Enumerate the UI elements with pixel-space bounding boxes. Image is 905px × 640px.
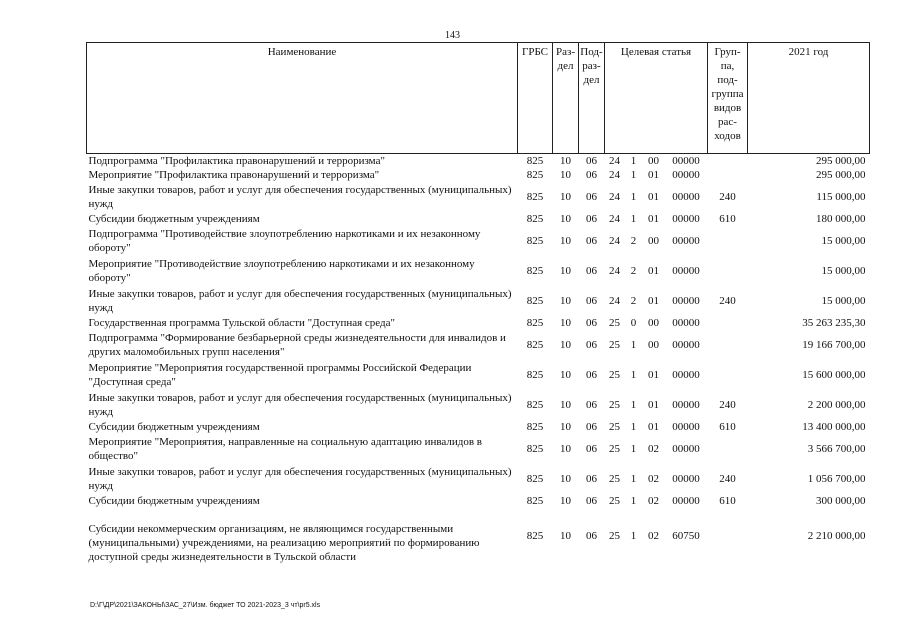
row-target-direction: 00000: [672, 369, 700, 381]
header-podrazdel: Под- раз- дел: [579, 43, 605, 154]
row-target-subprogram: 1: [630, 155, 637, 167]
row-razdel: 10: [560, 169, 571, 181]
row-name: Подпрограмма "Профилактика правонарушений и терроризма": [88, 155, 385, 167]
table-row: [87, 330, 870, 360]
row-grbs: 825: [526, 213, 544, 225]
row-amount: 300 000,00: [816, 495, 866, 507]
row-target-direction: 00000: [672, 213, 700, 225]
header-group: Груп- па, под- группа видов рас- ходов: [708, 43, 748, 154]
row-razdel: 10: [560, 295, 571, 307]
row-name: Подпрограмма "Формирование безбарьерной среды жизнедеятельности для инвалидов и других маломобильных групп населения": [88, 332, 506, 358]
row-grbs: 825: [526, 265, 544, 277]
row-target-direction: 60750: [672, 530, 700, 542]
row-target-program: 24: [609, 295, 620, 307]
row-target-program: 25: [609, 399, 620, 411]
table-row: [87, 168, 870, 182]
row-podrazdel: 06: [586, 495, 597, 507]
table-row: [87, 390, 870, 420]
row-target-direction: 00000: [672, 399, 700, 411]
row-podrazdel: 06: [586, 265, 597, 277]
row-razdel: 10: [560, 191, 571, 203]
page-number: 143: [445, 30, 460, 41]
row-name: Иные закупки товаров, работ и услуг для обеспечения государственных (муниципальных) нужд: [88, 392, 512, 418]
table-row: [87, 286, 870, 316]
row-expense-group: [708, 154, 748, 169]
row-target-program: 24: [609, 155, 620, 167]
row-target-direction: 00000: [672, 169, 700, 181]
row-amount: 15 000,00: [821, 295, 866, 307]
row-target-direction: 00000: [672, 191, 700, 203]
header-year: 2021 год: [748, 43, 870, 154]
row-target-direction: 00000: [672, 235, 700, 247]
row-target-event: 01: [648, 369, 659, 381]
budget-table: [86, 42, 870, 564]
row-name: Субсидии некоммерческим организациям, не являющимся государственными (муниципальными) учреждениями, на реализацию мероприятий по формированию доступной среды жизнедеятельности в Тульской области: [88, 523, 480, 563]
row-razdel: 10: [560, 155, 571, 167]
row-target-program: 24: [609, 169, 620, 181]
row-name: Субсидии бюджетным учреждениям: [88, 213, 260, 225]
row-target-event: 01: [648, 265, 659, 277]
row-grbs: 825: [526, 191, 544, 203]
row-name: Мероприятие "Мероприятия, направленные на социальную адаптацию инвалидов в общество": [88, 436, 482, 462]
row-target-subprogram: 1: [630, 213, 637, 225]
row-expense-group: [708, 508, 748, 564]
row-razdel: 10: [560, 421, 571, 433]
row-name: Государственная программа Тульской области "Доступная среда": [88, 317, 396, 329]
row-amount: 35 263 235,30: [802, 317, 866, 329]
row-expense-group: 610: [719, 421, 736, 433]
row-target-event: 00: [648, 155, 659, 167]
row-podrazdel: 06: [586, 530, 597, 542]
row-target-subprogram: 0: [630, 317, 637, 329]
row-target-subprogram: 1: [630, 530, 637, 542]
table-body: [87, 154, 870, 565]
row-name: Иные закупки товаров, работ и услуг для обеспечения государственных (муниципальных) нужд: [88, 466, 512, 492]
row-podrazdel: 06: [586, 443, 597, 455]
row-target-subprogram: 1: [630, 421, 637, 433]
row-podrazdel: 06: [586, 213, 597, 225]
row-target-direction: 00000: [672, 339, 700, 351]
row-grbs: 825: [526, 443, 544, 455]
row-amount: 15 000,00: [821, 235, 866, 247]
table-row: [87, 464, 870, 494]
row-target-subprogram: 2: [630, 265, 637, 277]
row-target-subprogram: 2: [630, 235, 637, 247]
row-target-program: 25: [609, 369, 620, 381]
row-expense-group: 240: [719, 473, 736, 485]
row-expense-group: [708, 316, 748, 330]
row-grbs: 825: [526, 295, 544, 307]
row-amount: 295 000,00: [816, 169, 866, 181]
row-target-program: 25: [609, 317, 620, 329]
row-target-event: 01: [648, 421, 659, 433]
row-grbs: 825: [526, 399, 544, 411]
row-amount: 15 600 000,00: [802, 369, 866, 381]
row-expense-group: [708, 256, 748, 286]
row-amount: 13 400 000,00: [802, 421, 866, 433]
row-target-event: 00: [648, 235, 659, 247]
row-target-event: 01: [648, 399, 659, 411]
row-razdel: 10: [560, 530, 571, 542]
row-target-subprogram: 1: [630, 399, 637, 411]
row-expense-group: [708, 434, 748, 464]
row-target-subprogram: 1: [630, 443, 637, 455]
row-grbs: 825: [526, 169, 544, 181]
row-target-direction: 00000: [672, 295, 700, 307]
row-podrazdel: 06: [586, 155, 597, 167]
row-razdel: 10: [560, 317, 571, 329]
row-name: Субсидии бюджетным учреждениям: [88, 495, 260, 507]
row-expense-group: [708, 360, 748, 390]
table-row: [87, 226, 870, 256]
row-target-event: 02: [648, 495, 659, 507]
table-row: [87, 182, 870, 212]
row-target-event: 00: [648, 339, 659, 351]
row-name: Иные закупки товаров, работ и услуг для обеспечения государственных (муниципальных) нужд: [88, 184, 512, 210]
row-target-event: 01: [648, 295, 659, 307]
row-target-subprogram: 1: [630, 369, 637, 381]
header-row: [87, 43, 870, 154]
table-row: [87, 256, 870, 286]
row-target-program: 25: [609, 495, 620, 507]
table-row: [87, 494, 870, 508]
row-expense-group: 240: [719, 191, 736, 203]
table-row: [87, 360, 870, 390]
row-amount: 1 056 700,00: [807, 473, 866, 485]
row-expense-group: [708, 226, 748, 256]
header-target: Целевая статья: [605, 43, 708, 154]
row-target-subprogram: 1: [630, 473, 637, 485]
row-razdel: 10: [560, 399, 571, 411]
row-amount: 115 000,00: [816, 191, 866, 203]
row-amount: 180 000,00: [816, 213, 866, 225]
row-name: Субсидии бюджетным учреждениям: [88, 421, 260, 433]
row-amount: 19 166 700,00: [802, 339, 866, 351]
table-row: [87, 154, 870, 169]
row-target-event: 01: [648, 213, 659, 225]
table-row: [87, 316, 870, 330]
row-target-subprogram: 2: [630, 295, 637, 307]
row-expense-group: 610: [719, 213, 736, 225]
row-target-direction: 00000: [672, 155, 700, 167]
table-row: [87, 420, 870, 434]
row-podrazdel: 06: [586, 317, 597, 329]
row-razdel: 10: [560, 495, 571, 507]
row-expense-group: 240: [719, 399, 736, 411]
table-row: [87, 508, 870, 564]
header-name: Наименование: [87, 43, 518, 154]
row-podrazdel: 06: [586, 473, 597, 485]
row-target-program: 25: [609, 530, 620, 542]
row-amount: 2 200 000,00: [807, 399, 866, 411]
row-podrazdel: 06: [586, 295, 597, 307]
row-razdel: 10: [560, 369, 571, 381]
header-razdel: Раз- дел: [553, 43, 579, 154]
row-grbs: 825: [526, 317, 544, 329]
row-name: Подпрограмма "Противодействие злоупотреблению наркотиками и их незаконному обороту": [88, 228, 481, 254]
row-expense-group: 240: [719, 295, 736, 307]
row-razdel: 10: [560, 235, 571, 247]
row-grbs: 825: [526, 155, 544, 167]
row-target-subprogram: 1: [630, 339, 637, 351]
row-target-direction: 00000: [672, 317, 700, 329]
row-amount: 295 000,00: [816, 155, 866, 167]
row-target-direction: 00000: [672, 265, 700, 277]
file-path: D:\Г\ДР\2021\ЗАКОНЫ\ЗАС_27\Изм. бюджет ТО 2021-2023_3 чт\pr5.xls: [90, 602, 321, 609]
row-podrazdel: 06: [586, 369, 597, 381]
row-podrazdel: 06: [586, 235, 597, 247]
row-expense-group: [708, 330, 748, 360]
row-podrazdel: 06: [586, 191, 597, 203]
row-podrazdel: 06: [586, 421, 597, 433]
row-name: Мероприятие "Мероприятия государственной программы Российской Федерации "Доступная среда": [88, 362, 472, 388]
header-grbs: ГРБС: [518, 43, 553, 154]
row-name: Мероприятие "Противодействие злоупотреблению наркотиками и их незаконному обороту": [88, 258, 475, 284]
row-razdel: 10: [560, 473, 571, 485]
row-target-program: 25: [609, 421, 620, 433]
row-podrazdel: 06: [586, 169, 597, 181]
row-grbs: 825: [526, 530, 544, 542]
row-target-event: 02: [648, 530, 659, 542]
row-target-program: 24: [609, 191, 620, 203]
row-razdel: 10: [560, 443, 571, 455]
row-target-subprogram: 1: [630, 495, 637, 507]
row-target-event: 00: [648, 317, 659, 329]
row-grbs: 825: [526, 235, 544, 247]
row-target-direction: 00000: [672, 443, 700, 455]
row-target-event: 01: [648, 191, 659, 203]
row-razdel: 10: [560, 339, 571, 351]
row-amount: 3 566 700,00: [807, 443, 866, 455]
row-grbs: 825: [526, 421, 544, 433]
row-target-program: 25: [609, 443, 620, 455]
row-target-event: 02: [648, 443, 659, 455]
row-expense-group: [708, 168, 748, 182]
row-razdel: 10: [560, 265, 571, 277]
table-row: [87, 434, 870, 464]
row-podrazdel: 06: [586, 399, 597, 411]
row-name: Иные закупки товаров, работ и услуг для обеспечения государственных (муниципальных) нужд: [88, 288, 512, 314]
row-grbs: 825: [526, 495, 544, 507]
row-name: Мероприятие "Профилактика правонарушений и терроризма": [88, 169, 380, 181]
row-target-program: 24: [609, 213, 620, 225]
row-expense-group: 610: [719, 495, 736, 507]
table-row: [87, 212, 870, 226]
row-target-program: 24: [609, 235, 620, 247]
row-amount: 15 000,00: [821, 265, 866, 277]
row-target-event: 02: [648, 473, 659, 485]
row-target-direction: 00000: [672, 421, 700, 433]
row-target-program: 25: [609, 473, 620, 485]
row-grbs: 825: [526, 339, 544, 351]
row-target-program: 25: [609, 339, 620, 351]
row-target-event: 01: [648, 169, 659, 181]
row-target-subprogram: 1: [630, 169, 637, 181]
row-target-program: 24: [609, 265, 620, 277]
row-amount: 2 210 000,00: [807, 530, 866, 542]
row-target-subprogram: 1: [630, 191, 637, 203]
row-podrazdel: 06: [586, 339, 597, 351]
row-target-direction: 00000: [672, 495, 700, 507]
row-razdel: 10: [560, 213, 571, 225]
row-grbs: 825: [526, 473, 544, 485]
row-target-direction: 00000: [672, 473, 700, 485]
row-grbs: 825: [526, 369, 544, 381]
